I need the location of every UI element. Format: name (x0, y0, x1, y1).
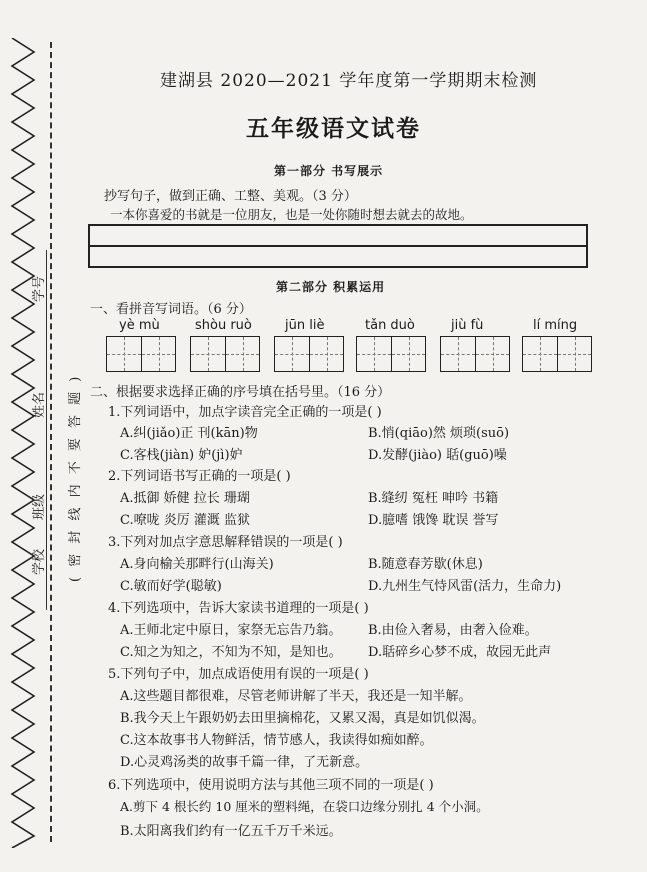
pinyin-3: jūn liè (285, 318, 325, 333)
q4-option-b: B.由俭入奢易，由奢入俭难。 (368, 623, 538, 638)
q1-option-d: D.发酵(jiào) 聒(guō)噪 (368, 448, 507, 463)
field-student-id: 学号 (32, 275, 47, 302)
q1-stem: 1.下列词语中，加点字读音完全正确的一项是( ) (108, 405, 382, 420)
writing-lines[interactable] (88, 224, 588, 268)
q4-option-a: A.王师北定中原日，家祭无忘告乃翁。 (120, 623, 342, 638)
q4-stem: 4.下列选项中，告诉大家读书道理的一项是( ) (108, 601, 369, 616)
q3-option-b: B.随意春芳歇(休息) (368, 557, 483, 572)
q2-option-b: B.缝纫 冤枉 呻吟 书籍 (368, 491, 499, 506)
seal-line (50, 42, 52, 842)
q3-stem: 3.下列对加点字意思解释错误的一项是( ) (108, 535, 343, 550)
q6-stem: 6.下列选项中，使用说明方法与其他三项不同的一项是( ) (108, 778, 434, 793)
q4-option-c: C.知之为知之，不知为不知，是知也。 (120, 645, 342, 660)
q3-option-d: D.九州生气恃风雷(活力，生命力) (368, 579, 562, 594)
section1-title: 一、看拼音写词语。（6 分） (90, 302, 252, 317)
q2-option-c: C.嘹咙 炎厉 灌溉 监狱 (120, 513, 251, 528)
q3-option-a: A.身向榆关那畔行(山海关) (120, 557, 274, 572)
seal-notice: ( 密 封 线 内 不 要 答 题 ) (68, 373, 83, 582)
q5-option-d: D.心灵鸡汤类的故事千篇一律，了无新意。 (120, 755, 369, 770)
field-school: 学校 (32, 548, 47, 575)
q3-option-c: C.敏而好学(聪敏) (120, 579, 222, 594)
q5-option-a: A.这些题目都很难，尽管老师讲解了半天，我还是一知半解。 (120, 689, 472, 704)
q2-stem: 2.下列词语书写正确的一项是( ) (108, 469, 291, 484)
q2-option-a: A.抵御 娇健 拉长 珊瑚 (120, 491, 250, 506)
q2-option-d: D.臆嗜 饿馋 耽误 誉写 (368, 513, 499, 528)
exam-title: 建湖县 2020—2021 学年度第一学期期末检测 (160, 71, 538, 91)
part1-heading: 第一部分 书写展示 (274, 164, 384, 178)
q6-option-a: A.剪下 4 根长约 10 厘米的塑料绳，在袋口边缘分别扎 4 个小洞。 (120, 799, 489, 814)
q1-option-c: C.客栈(jiàn) 妒(jì)妒 (120, 448, 243, 463)
field-class: 班级 (32, 493, 47, 520)
answer-grid-3[interactable] (274, 336, 344, 372)
answer-grid-5[interactable] (440, 336, 510, 372)
q4-option-d: D.聒碎乡心梦不成，故园无此声 (368, 645, 552, 660)
pinyin-5: jiù fù (451, 318, 484, 333)
part2-heading: 第二部分 积累运用 (276, 280, 386, 294)
binding-zigzag (8, 38, 38, 848)
field-name: 姓名 (32, 391, 47, 418)
answer-grid-1[interactable] (106, 336, 176, 372)
part1-sentence: 一本你喜爱的书就是一位朋友，也是一处你随时想去就去的故地。 (110, 207, 473, 222)
answer-grid-6[interactable] (522, 336, 592, 372)
paper-title: 五年级语文试卷 (246, 115, 421, 142)
pinyin-6: lí míng (533, 318, 578, 333)
field-underline (46, 250, 47, 610)
pinyin-1: yè mù (119, 318, 160, 333)
q1-option-b: B.悄(qiāo)然 烦琐(suō) (368, 426, 510, 441)
part1-instruction: 抄写句子，做到正确、工整、美观。（3 分） (104, 189, 357, 204)
answer-grid-4[interactable] (356, 336, 426, 372)
pinyin-2: shòu ruò (195, 318, 252, 333)
q6-option-b: B.太阳离我们约有一亿五千万千米远。 (120, 824, 342, 839)
q5-option-b: B.我今天上午跟奶奶去田里摘棉花，又累又渴，真是如饥似渴。 (120, 711, 485, 726)
q5-stem: 5.下列句子中，加点成语使用有误的一项是( ) (108, 667, 369, 682)
answer-grid-2[interactable] (190, 336, 260, 372)
pinyin-4: tǎn duò (365, 318, 415, 333)
q1-option-a: A.纠(jiǎo)正 刊(kān)物 (120, 426, 258, 441)
section2-title: 二、根据要求选择正确的序号填在括号里。（16 分） (90, 385, 391, 400)
q5-option-c: C.这本故事书人物鲜活，情节感人，我读得如痴如醉。 (120, 733, 433, 748)
